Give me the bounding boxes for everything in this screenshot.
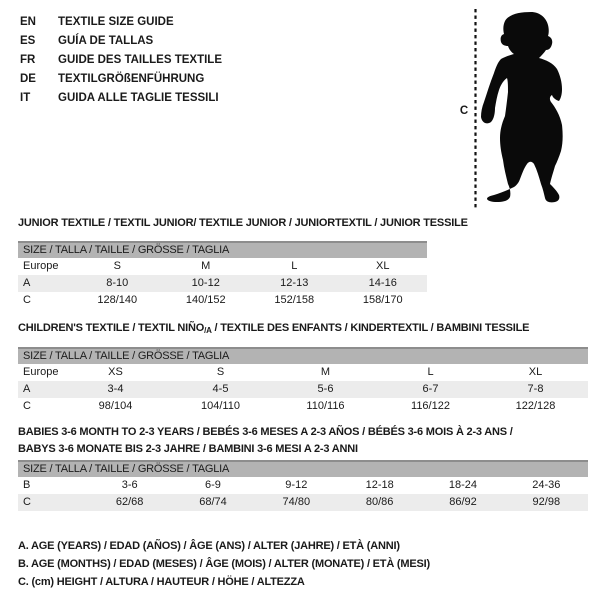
table-row-europe <box>18 258 427 275</box>
size-cell: M <box>201 260 211 272</box>
footnote-age-months: B. AGE (MONTHS) / EDAD (MESES) / ÂGE (MOIS) / ALTER (MONATE) / ETÀ (MESI) <box>18 558 430 570</box>
language-title: TEXTILE SIZE GUIDE <box>58 16 174 28</box>
table-row-height <box>18 494 588 511</box>
children-table-title <box>18 322 529 337</box>
age-cell: 12-18 <box>365 479 394 491</box>
row-label: A <box>23 383 31 395</box>
footnotes <box>18 537 430 591</box>
language-code: IT <box>20 92 31 104</box>
age-cell: 18-24 <box>448 479 478 491</box>
age-cell: 12-13 <box>280 277 309 289</box>
language-title: GUIDE DES TAILLES TEXTILE <box>58 54 222 66</box>
size-cell: S <box>216 366 225 378</box>
age-cell: 14-16 <box>368 277 397 289</box>
babies-title-line2: BABYS 3-6 MONATE BIS 2-3 JAHRE / BAMBINI 3-6 MESI A 2-3 ANNI <box>18 443 358 455</box>
junior-table-title: JUNIOR TEXTILE / TEXTIL JUNIOR/ TEXTILE JUNIOR / JUNIORTEXTIL / JUNIOR TESSILE <box>18 217 468 229</box>
toddler-silhouette-icon <box>481 12 563 202</box>
height-cell: 122/128 <box>515 400 556 412</box>
language-row <box>20 32 222 51</box>
row-label: A <box>23 277 31 289</box>
height-measure-label: C <box>459 105 469 117</box>
age-cell: 5-6 <box>317 383 334 395</box>
size-cell: L <box>427 366 434 378</box>
size-cell: M <box>320 366 331 378</box>
height-cell: 110/116 <box>306 400 345 412</box>
age-cell: 9-12 <box>285 479 308 491</box>
children-size-table <box>18 347 588 415</box>
language-code: FR <box>20 54 36 66</box>
height-cell: 158/170 <box>362 294 403 306</box>
junior-size-table <box>18 241 427 309</box>
row-label: C <box>23 496 31 508</box>
size-header-bar: SIZE / TALLA / TAILLE / GRÖSSE / TAGLIA <box>18 241 427 258</box>
babies-title-line1: BABIES 3-6 MONTH TO 2-3 YEARS / BEBÉS 3-6 MESES A 2-3 AÑOS / BÉBÉS 3-6 MOIS À 2-3 ANS / <box>18 426 513 438</box>
height-cell: 128/140 <box>97 294 138 306</box>
language-row <box>20 89 222 108</box>
age-cell: 6-7 <box>422 383 439 395</box>
height-cell: 98/104 <box>98 400 133 412</box>
children-title-pre: CHILDREN'S TEXTILE / TEXTIL NIÑO <box>18 322 205 334</box>
age-cell: 3-6 <box>121 479 138 491</box>
language-code: ES <box>20 35 36 47</box>
row-label: Europe <box>23 366 59 378</box>
height-cell: 62/68 <box>115 496 144 508</box>
row-label: B <box>23 479 31 491</box>
babies-table-title <box>18 424 513 458</box>
language-row <box>20 13 222 32</box>
height-cell: 74/80 <box>282 496 311 508</box>
table-row-age <box>18 275 427 292</box>
height-cell: 86/92 <box>449 496 477 508</box>
age-cell: 4-5 <box>212 383 229 395</box>
age-cell: 8-10 <box>106 277 129 289</box>
age-cell: 3-4 <box>107 383 124 395</box>
toddler-silhouette-graphic <box>450 0 600 215</box>
size-cell: S <box>113 260 121 272</box>
height-cell: 80/86 <box>365 496 394 508</box>
size-cell: L <box>291 260 298 272</box>
height-measure-figure <box>450 0 600 215</box>
children-title-subscript: /A <box>204 326 212 335</box>
language-row <box>20 51 222 70</box>
language-title: GUÍA DE TALLAS <box>58 35 154 47</box>
row-label: Europe <box>23 260 59 272</box>
height-cell: 152/158 <box>274 294 315 306</box>
table-row-age-months <box>18 477 588 494</box>
size-header-bar: SIZE / TALLA / TAILLE / GRÖSSE / TAGLIA <box>18 460 588 477</box>
age-cell: 7-8 <box>527 383 544 395</box>
language-title: GUIDA ALLE TAGLIE TESSILI <box>58 92 219 104</box>
size-header-bar: SIZE / TALLA / TAILLE / GRÖSSE / TAGLIA <box>18 347 588 364</box>
language-code: DE <box>20 73 36 85</box>
row-label: C <box>23 294 31 306</box>
language-title: TEXTILGRÖßENFÜHRUNG <box>58 73 205 85</box>
size-cell: XL <box>528 366 543 378</box>
age-cell: 6-9 <box>205 479 221 491</box>
size-cell: XS <box>108 366 123 378</box>
table-row-age <box>18 381 588 398</box>
age-cell: 24-36 <box>532 479 561 491</box>
language-row <box>20 70 222 89</box>
table-row-europe <box>18 364 588 381</box>
footnote-height: C. (cm) HEIGHT / ALTURA / HAUTEUR / HÖHE / ALTEZZA <box>18 576 305 588</box>
height-cell: 116/122 <box>411 400 450 412</box>
table-row-height <box>18 398 588 415</box>
footnote-age-years: A. AGE (YEARS) / EDAD (AÑOS) / ÂGE (ANS) / ALTER (JAHRE) / ETÀ (ANNI) <box>18 540 400 552</box>
language-code: EN <box>20 16 36 28</box>
height-cell: 68/74 <box>199 496 227 508</box>
children-title-post: / TEXTILE DES ENFANTS / KINDERTEXTIL / BAMBINI TESSILE <box>211 322 530 334</box>
language-list <box>20 13 222 108</box>
babies-size-table <box>18 460 588 511</box>
height-cell: 104/110 <box>201 400 240 412</box>
height-cell: 92/98 <box>532 496 561 508</box>
row-label: C <box>23 400 31 412</box>
size-cell: XL <box>376 260 390 272</box>
age-cell: 10-12 <box>191 277 220 289</box>
table-row-height <box>18 292 427 309</box>
height-cell: 140/152 <box>185 294 226 306</box>
